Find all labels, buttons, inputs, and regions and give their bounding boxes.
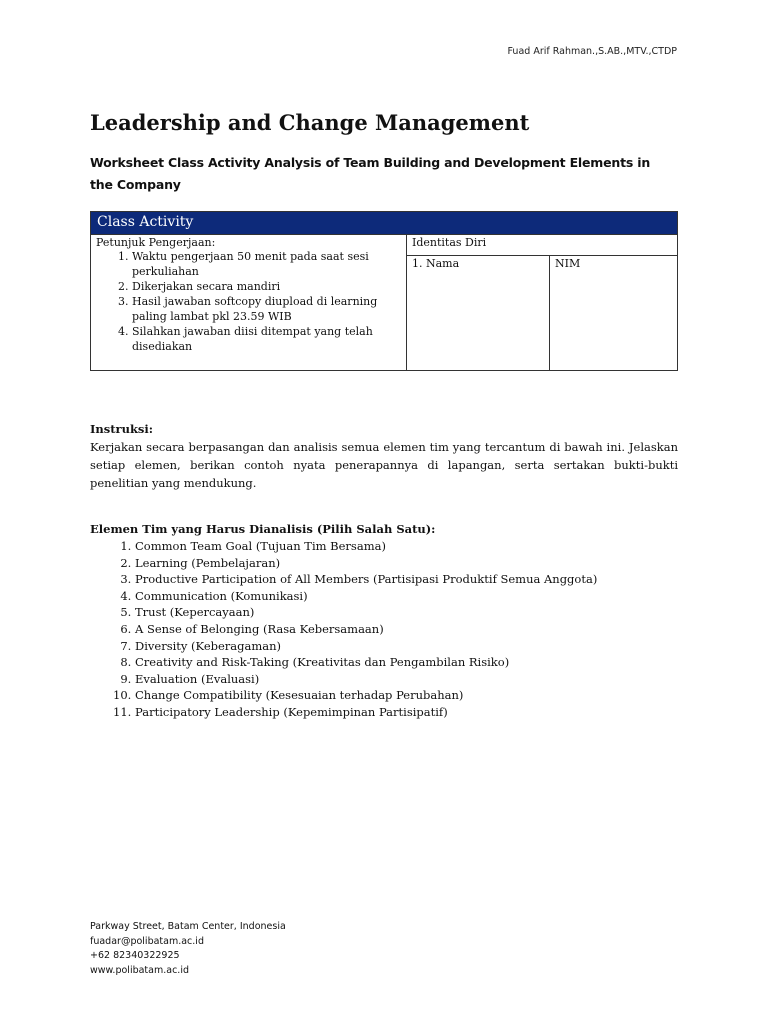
elements-list [90,538,678,721]
list-item: 3. Hasil jawaban softcopy diupload di learning paling lambat pkl 23.59 WIB [132,294,401,324]
list-item: 4. Communication (Komunikasi) [135,588,678,605]
list-item: 9. Evaluation (Evaluasi) [135,671,678,688]
instructions-label: Petunjuk Pengerjaan: [96,236,216,249]
author-header: Fuad Arif Rahman.,S.AB.,MTV.,CTDP [507,46,677,57]
list-item: 1. Common Team Goal (Tujuan Tim Bersama) [135,538,678,555]
list-item: 3. Productive Participation of All Members (Partisipasi Produktif Semua Anggota) [135,571,678,588]
footer-phone: +62 82340322925 [90,950,180,961]
class-activity-table [90,211,678,371]
list-item: 6. A Sense of Belonging (Rasa Kebersamaan) [135,621,678,638]
list-item: 5. Trust (Kepercayaan) [135,604,678,621]
instruksi-label: Instruksi: [90,422,154,436]
elements-section [90,520,678,721]
document-title: Leadership and Change Management [90,110,530,135]
list-item: 2. Learning (Pembelajaran) [135,555,678,572]
footer-address: Parkway Street, Batam Center, Indonesia [90,921,286,932]
list-item: 8. Creativity and Risk-Taking (Kreativitas dan Pengambilan Risiko) [135,654,678,671]
instructions-cell [91,235,407,371]
list-item: 7. Diversity (Keberagaman) [135,638,678,655]
document-subtitle: Worksheet Class Activity Analysis of Team Building and Development Elements in the Company [90,155,651,192]
list-item: 4. Silahkan jawaban diisi ditempat yang telah disediakan [132,324,401,354]
instruction-steps-list [96,249,401,354]
list-item: 1. Waktu pengerjaan 50 menit pada saat sesi perkuliahan [132,249,401,279]
elements-label: Elemen Tim yang Harus Dianalisis (Pilih Salah Satu): [90,522,436,536]
instruksi-section [90,420,678,492]
list-item: 11. Participatory Leadership (Kepemimpinan Partisipatif) [135,704,678,721]
nim-field[interactable]: NIM [550,255,678,370]
footer-website[interactable]: www.polibatam.ac.id [90,964,189,976]
list-item: 10. Change Compatibility (Kesesuaian terhadap Perubahan) [135,687,678,704]
name-field[interactable]: 1. Nama [407,255,550,370]
class-activity-header: Class Activity [91,212,678,235]
footer-email[interactable]: fuadar@polibatam.ac.id [90,935,204,947]
page-footer [90,920,286,978]
identity-label: Identitas Diri [407,235,678,256]
list-item: 2. Dikerjakan secara mandiri [132,279,401,294]
instruksi-text: Kerjakan secara berpasangan dan analisis semua elemen tim yang tercantum di bawah ini. Jelaskan setiap elemen, berikan contoh nyata penerapannya di lapangan, serta sertakan bukti-bukti penelitian yang mendukung. [90,440,678,490]
